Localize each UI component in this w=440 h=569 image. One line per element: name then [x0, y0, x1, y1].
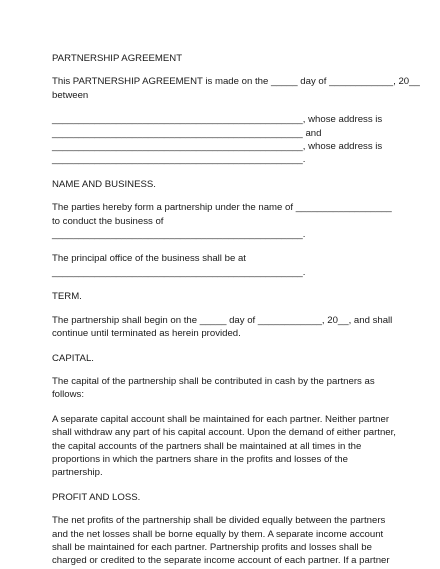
name-business-line-2: to conduct the business of	[52, 215, 164, 227]
term-line-2: continue until terminated as herein provided.	[52, 328, 241, 340]
capital-account-line-5: partnership.	[52, 467, 103, 479]
capital-account-line-4: proportions in which the partners share in the profits and losses of the	[52, 453, 348, 465]
intro-line-2: between	[52, 89, 89, 101]
capital-paragraph-2	[52, 413, 400, 480]
party-line-1: _______________________________________________, whose address is	[52, 114, 383, 126]
section-heading-profit-loss: PROFIT AND LOSS.	[52, 491, 141, 503]
capital-line-2: follows:	[52, 389, 84, 401]
profit-loss-line-4: charged or credited to the separate income account of each partner. If a partner	[52, 555, 390, 567]
profit-loss-paragraph	[52, 514, 400, 568]
profit-loss-line-2: and the net losses shall be borne equally by them. A separate income account	[52, 528, 384, 540]
capital-paragraph-1	[52, 375, 400, 402]
principal-office-line-1: The principal office of the business shall be at	[52, 253, 246, 265]
capital-account-line-3: the capital accounts of the partners shall be maintained at all times in the	[52, 440, 362, 452]
name-business-paragraph-1	[52, 201, 400, 241]
capital-account-line-1: A separate capital account shall be maintained for each partner. Neither partner	[52, 413, 390, 425]
name-business-line-1: The parties hereby form a partnership under the name of __________________	[52, 202, 392, 214]
party-line-3: _______________________________________________, whose address is	[52, 141, 383, 153]
party-line-2: _______________________________________________ and	[52, 127, 322, 139]
term-paragraph	[52, 314, 400, 341]
profit-loss-line-1: The net profits of the partnership shall be divided equally between the partners	[52, 515, 386, 527]
capital-account-line-2: shall withdraw any part of his capital account. Upon the demand of either partner,	[52, 427, 396, 439]
section-heading-term: TERM.	[52, 291, 82, 303]
name-business-paragraph-2	[52, 252, 400, 279]
name-business-line-3: _______________________________________________.	[52, 229, 306, 241]
profit-loss-line-3: shall be maintained for each partner. Partnership profits and losses shall be	[52, 541, 372, 553]
section-heading-capital: CAPITAL.	[52, 352, 94, 364]
intro-line-1: This PARTNERSHIP AGREEMENT is made on the _____ day of ____________, 20__	[52, 76, 420, 88]
principal-office-line-2: _______________________________________________.	[52, 266, 306, 278]
intro-paragraph	[52, 75, 420, 102]
parties-block	[52, 113, 400, 167]
section-heading-name-business: NAME AND BUSINESS.	[52, 178, 156, 190]
document-title: PARTNERSHIP AGREEMENT	[52, 53, 183, 64]
party-line-4: _______________________________________________.	[52, 154, 306, 166]
capital-line-1: The capital of the partnership shall be contributed in cash by the partners as	[52, 375, 375, 387]
term-line-1: The partnership shall begin on the _____ day of ____________, 20__, and shall	[52, 314, 393, 326]
